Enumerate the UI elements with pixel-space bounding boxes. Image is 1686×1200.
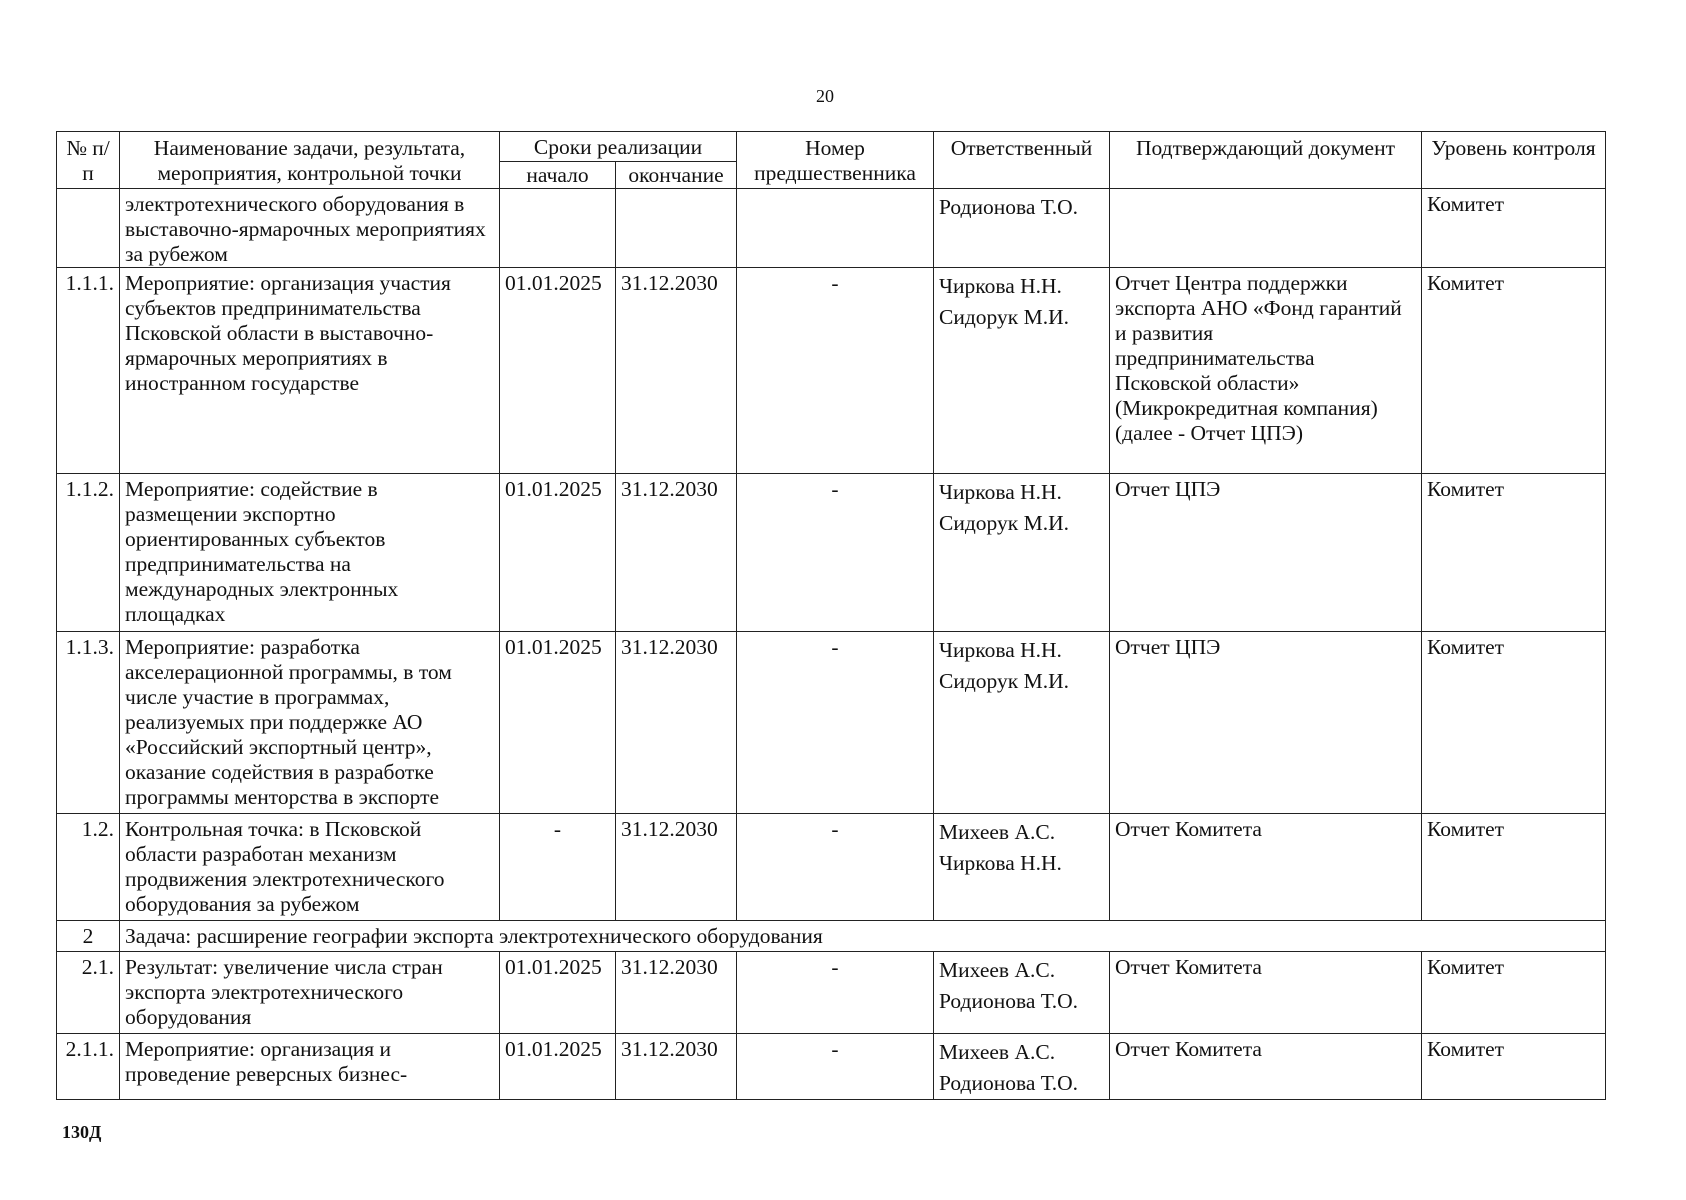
row-num: 1.1.3. — [57, 632, 120, 814]
row-start: 01.01.2025 — [500, 632, 616, 814]
page-number: 20 — [816, 86, 834, 106]
header-name: Наименование задачи, результата, мероприятия, контрольной точки — [120, 132, 500, 189]
row-predecessor: - — [737, 268, 934, 474]
row-document — [1110, 189, 1422, 268]
responsible-person: Чиркова Н.Н. — [939, 851, 1062, 875]
responsible-person: Сидорук М.И. — [939, 669, 1069, 693]
responsible-person: Чиркова Н.Н. — [939, 480, 1062, 504]
header-num: № п/п — [57, 132, 120, 189]
table-row — [57, 814, 1606, 921]
row-responsible — [934, 814, 1110, 921]
responsible-person: Родионова Т.О. — [939, 989, 1079, 1013]
row-responsible — [934, 189, 1110, 268]
row-num: 2.1.1. — [57, 1034, 120, 1100]
row-end: 31.12.2030 — [616, 268, 737, 474]
header-end: окончание — [616, 162, 737, 189]
document-code: 130Д — [62, 1122, 102, 1142]
task-row — [57, 921, 1606, 952]
row-start: 01.01.2025 — [500, 474, 616, 632]
row-end: 31.12.2030 — [616, 632, 737, 814]
header-start: начало — [500, 162, 616, 189]
header-predecessor: Номер предшественника — [737, 132, 934, 189]
row-start: 01.01.2025 — [500, 1034, 616, 1100]
row-end: 31.12.2030 — [616, 1034, 737, 1100]
row-responsible — [934, 268, 1110, 474]
row-document: Отчет Комитета — [1110, 952, 1422, 1034]
table-row — [57, 268, 1606, 474]
row-document: Отчет Центра поддержки экспорта АНО «Фонд гарантий и развития предпринимательства Псковской области» (Микрокредитная компания) (далее - Отчет ЦПЭ) — [1110, 268, 1422, 474]
row-name: Мероприятие: содействие в размещении экспортно ориентированных субъектов предпринимательства на международных электронных площадках — [120, 474, 500, 632]
table-row — [57, 1034, 1606, 1100]
row-name: Мероприятие: организация и проведение реверсных бизнес- — [120, 1034, 500, 1100]
row-num: 1.2. — [57, 814, 120, 921]
row-name: электротехнического оборудования в выставочно-ярмарочных мероприятиях за рубежом — [120, 189, 500, 268]
responsible-person: Чиркова Н.Н. — [939, 638, 1062, 662]
row-end: 31.12.2030 — [616, 952, 737, 1034]
header-control: Уровень контроля — [1422, 132, 1606, 189]
implementation-plan-table — [56, 131, 1606, 1100]
row-document: Отчет Комитета — [1110, 1034, 1422, 1100]
table-row — [57, 632, 1606, 814]
row-control: Комитет — [1422, 814, 1606, 921]
row-predecessor: - — [737, 632, 934, 814]
header-responsible: Ответственный — [934, 132, 1110, 189]
task-title: Задача: расширение географии экспорта электротехнического оборудования — [120, 921, 1606, 952]
header-document: Подтверждающий документ — [1110, 132, 1422, 189]
row-responsible — [934, 1034, 1110, 1100]
responsible-person: Родионова Т.О. — [939, 1071, 1079, 1095]
row-document: Отчет Комитета — [1110, 814, 1422, 921]
responsible-person: Чиркова Н.Н. — [939, 274, 1062, 298]
row-name: Мероприятие: разработка акселерационной программы, в том числе участие в программах, реализуемых при поддержке АО «Российский экспортный центр», оказание содействия в разработке программы менторства в экспорте — [120, 632, 500, 814]
row-num: 1.1.2. — [57, 474, 120, 632]
row-control: Комитет — [1422, 1034, 1606, 1100]
table-row — [57, 189, 1606, 268]
responsible-person: Сидорук М.И. — [939, 305, 1069, 329]
row-predecessor — [737, 189, 934, 268]
row-document: Отчет ЦПЭ — [1110, 632, 1422, 814]
row-num: 2.1. — [57, 952, 120, 1034]
row-responsible — [934, 952, 1110, 1034]
table-header-row — [57, 132, 1606, 162]
row-control: Комитет — [1422, 952, 1606, 1034]
row-end — [616, 189, 737, 268]
row-control: Комитет — [1422, 474, 1606, 632]
row-start: - — [500, 814, 616, 921]
row-num — [57, 189, 120, 268]
header-dates: Сроки реализации — [500, 132, 737, 162]
row-predecessor: - — [737, 1034, 934, 1100]
row-name: Результат: увеличение числа стран экспорта электротехнического оборудования — [120, 952, 500, 1034]
row-predecessor: - — [737, 474, 934, 632]
row-end: 31.12.2030 — [616, 814, 737, 921]
responsible-person: Михеев А.С. — [939, 1040, 1056, 1064]
row-control: Комитет — [1422, 268, 1606, 474]
table-row — [57, 474, 1606, 632]
row-control: Комитет — [1422, 632, 1606, 814]
row-name: Контрольная точка: в Псковской области разработан механизм продвижения электротехнического оборудования за рубежом — [120, 814, 500, 921]
row-predecessor: - — [737, 814, 934, 921]
row-name: Мероприятие: организация участия субъектов предпринимательства Псковской области в выставочно-ярмарочных мероприятиях в иностранном государстве — [120, 268, 500, 474]
row-responsible — [934, 474, 1110, 632]
row-responsible — [934, 632, 1110, 814]
row-document: Отчет ЦПЭ — [1110, 474, 1422, 632]
responsible-person: Михеев А.С. — [939, 958, 1056, 982]
table-row — [57, 952, 1606, 1034]
row-start: 01.01.2025 — [500, 268, 616, 474]
row-predecessor: - — [737, 952, 934, 1034]
row-end: 31.12.2030 — [616, 474, 737, 632]
responsible-person: Сидорук М.И. — [939, 511, 1069, 535]
row-num: 1.1.1. — [57, 268, 120, 474]
responsible-person: Родионова Т.О. — [939, 195, 1079, 219]
row-start — [500, 189, 616, 268]
row-start: 01.01.2025 — [500, 952, 616, 1034]
row-control: Комитет — [1422, 189, 1606, 268]
responsible-person: Михеев А.С. — [939, 820, 1056, 844]
row-num: 2 — [57, 921, 120, 952]
